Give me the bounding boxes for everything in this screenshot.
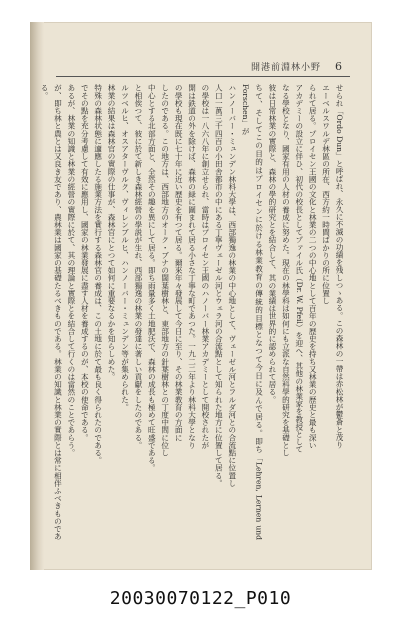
text-column: したのである。この地方は、西部地方のオーク・ブナの闊葉樹林と、東部地方の針葉樹林との丁度中間に位し (160, 84, 170, 457)
text-column: アカデミーの設立に伴ひ、初代の校長としてプァイル氏（Dr. W. Pfeil）を迎へ、其他の林業家を教授として (294, 84, 304, 454)
text-column: と相俟つて、彼に於て新しき森林經營の學説が生れ、西部獨逸の林業の發達に著しい貢獻をしたのである。 (133, 84, 143, 449)
text-column: の學校も現在既に七十年に近い歴史を有つて居る。爾來年々發展して今日に至り、その林業教育の方面に (174, 84, 184, 442)
running-header (251, 60, 342, 73)
text-column: の學校は一八六八年に創立せられ、當時はプロイセン王國のハノーバー林業アカデミーとして開校されたが (200, 84, 210, 449)
running-title: 開港前淵林小野 (250, 63, 321, 73)
text-column: 彼は日常林業の實際と、森林の學的研究とを結合して、其の業績は世界的に認められて居る。 (267, 84, 277, 404)
text-column: なる學校となり、國家有用の人材の養成に努めた。現在の林學科は如何にも立派な自然科學的研究を基礎とし (281, 84, 291, 457)
header-rule (56, 76, 350, 77)
text-column: せられ「Ordo Dun」と呼ばれ、永久に不滅の功績を残しつゝある。この森林の一帶は赤松林が鬱蒼と茂り (335, 84, 344, 449)
text-column: が、即ち林と農とは又良き友であり、農林業は國家の基礎たるべきものである。林業の知識と林業の實際とは常に相伴ふべきものである。 (40, 84, 63, 540)
text-column: ハンノーバー・ミュンデン林科大學は、西部獨逸の林業の中心地として、ヴェーゼル河とフルダ河との合流點に位置し (227, 84, 237, 487)
text-column: 中心とする北部方面と、全然その趣を異にして居る。即ち雨量多く土地肥沃で、森林の成長も極めて旺盛である。 (147, 84, 157, 472)
text-column: 人口一萬三千四百の小田舎都市の中にある丁寧ヴェーゼル河とウェラ河の合流點として知られた地方に位置して居る。 (214, 84, 224, 487)
text-column: 特殊の森林状態に適應したる施業方法を實行する森林官の養成は、この土地に於て最も良く得られたのである。 (93, 84, 103, 464)
text-column: 林業の結果は森林官の實際の仕事が、森林官にとつて如何に重要なるかを知らしめた。 (107, 84, 117, 381)
text-column: ちて、そしてこの目的はプロイセンに於ける林業教育の傳統的目標となつて今日に及んで居る。即ち「Lehren, Lernen und Forschen」が (241, 84, 264, 540)
text-column: られて居る。プロイセン王國の文化と林業の二つの中心地として百年の歴史を持ち又林業の歴史と最も深い (308, 84, 318, 449)
page-number: 6 (335, 60, 342, 73)
text-column: 開は鉄道の外を除けば、森林の緑に圍まれて居る小さな丁寧な町であつた。一九二二年より林科大學となり (187, 84, 197, 449)
text-column: ルツベルヒ、オスアターヴルク、ヴィレンブルヒ、ハンノーバー・ミュンデン等が集められた。 (120, 84, 130, 411)
text-column: でその點を充分考慮して有效に應用し、國家の林業發展に盡す人材を養成するのが、本校の使命である。 (80, 84, 90, 442)
body-text (40, 84, 346, 540)
image-id-caption: 20030070122_P010 (109, 588, 292, 609)
book-page (30, 22, 372, 570)
text-column: あるが、林業の知識と林業の經營の實際に於て、其の理論と實際とを結合して行くのは當然のことであらう。 (66, 84, 76, 457)
text-column: エーベルスワルデ林區の所在、西方約一時間ばかりの所に位置し (321, 84, 331, 305)
